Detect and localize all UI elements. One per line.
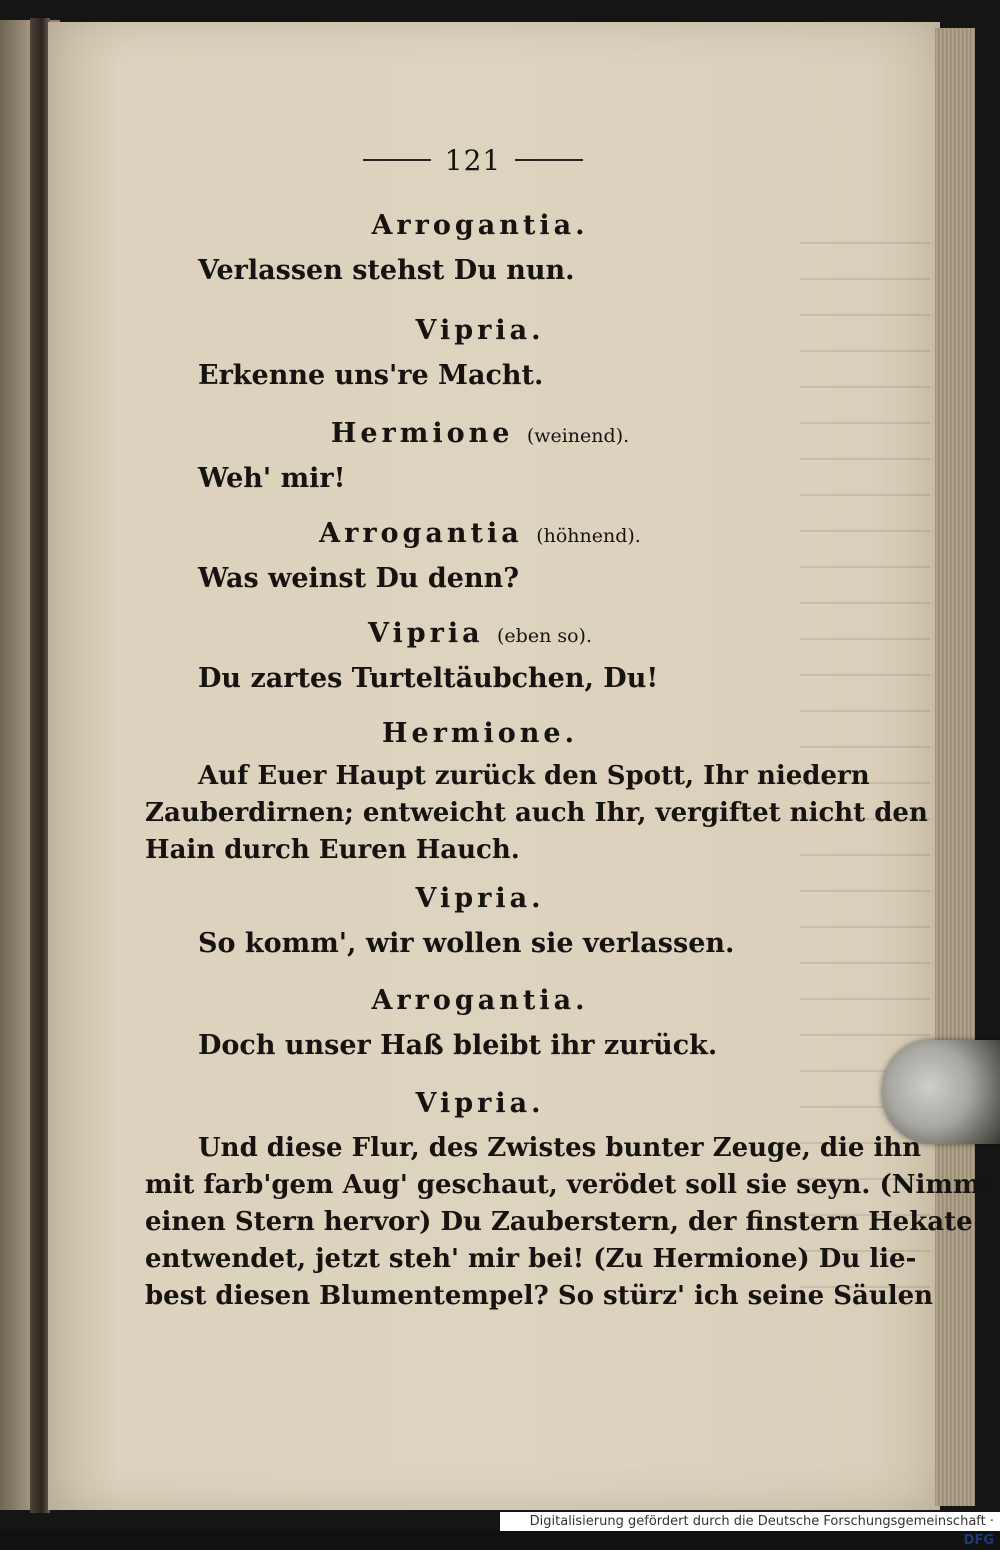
- paragraph-line: Hain durch Euren Hauch.: [145, 835, 520, 865]
- speaker-name: Vipria: [368, 618, 484, 649]
- speaker-heading: [140, 1088, 820, 1119]
- paragraph-line: einen Stern hervor) Du Zauberstern, der finstern Hekate: [145, 1207, 973, 1237]
- speaker-name: Hermione: [330, 418, 514, 449]
- dialogue-line: Verlassen stehst Du nun.: [198, 255, 575, 286]
- page-number: 121: [444, 143, 502, 177]
- speaker-heading: [140, 210, 820, 241]
- credit-text: Digitalisierung gefördert durch die Deutsche Forschungsgemeinschaft ·: [529, 1514, 994, 1529]
- header-rule-left: [363, 159, 431, 161]
- dialogue-line: Doch unser Haß bleibt ihr zurück.: [198, 1030, 718, 1061]
- stage-direction: (höhnend).: [536, 525, 641, 547]
- paragraph-line: Auf Euer Haupt zurück den Spott, Ihr niedern: [198, 761, 870, 791]
- speaker-name: Arrogantia.: [371, 210, 589, 241]
- paragraph-line: mit farb'gem Aug' geschaut, verödet soll sie seyn. (Nimmt: [145, 1170, 993, 1200]
- speaker-heading: [140, 883, 820, 914]
- dialogue-paragraph: [145, 758, 928, 869]
- dfg-logo: DFG: [963, 1533, 994, 1548]
- speaker-heading: [140, 718, 820, 749]
- dialogue-line: Du zartes Turteltäubchen, Du!: [198, 663, 659, 694]
- speaker-heading: [140, 985, 820, 1016]
- speaker-heading: [140, 418, 820, 449]
- paragraph-line: entwendet, jetzt steh' mir bei! (Zu Hermione) Du lie-: [145, 1244, 917, 1274]
- speaker-name: Arrogantia: [319, 518, 523, 549]
- dialogue-line: Was weinst Du denn?: [198, 563, 520, 594]
- header-rule-right: [515, 159, 583, 161]
- page-header: [358, 140, 588, 180]
- speaker-heading: [140, 315, 820, 346]
- speaker-name: Hermione.: [382, 718, 578, 749]
- stage-direction: (weinend).: [526, 425, 630, 447]
- paragraph-line: best diesen Blumentempel? So stürz' ich seine Säulen: [145, 1281, 934, 1311]
- paragraph-line: Und diese Flur, des Zwistes bunter Zeuge, die ihn: [198, 1133, 922, 1163]
- speaker-name: Vipria.: [415, 1088, 545, 1119]
- dialogue-line: Weh' mir!: [198, 463, 346, 494]
- digitization-credit: [500, 1512, 1000, 1548]
- speaker-name: Arrogantia.: [371, 985, 589, 1016]
- dialogue-line: So komm', wir wollen sie verlassen.: [198, 928, 735, 959]
- speaker-heading: [140, 518, 820, 549]
- dialogue-paragraph: [145, 1130, 993, 1315]
- speaker-heading: [140, 618, 820, 649]
- stage-direction: (eben so).: [497, 625, 592, 647]
- paragraph-line: Zauberdirnen; entweicht auch Ihr, vergiftet nicht den: [145, 798, 928, 828]
- speaker-name: Vipria.: [415, 883, 545, 914]
- speaker-name: Vipria.: [415, 315, 545, 346]
- dialogue-line: Erkenne uns're Macht.: [198, 360, 544, 391]
